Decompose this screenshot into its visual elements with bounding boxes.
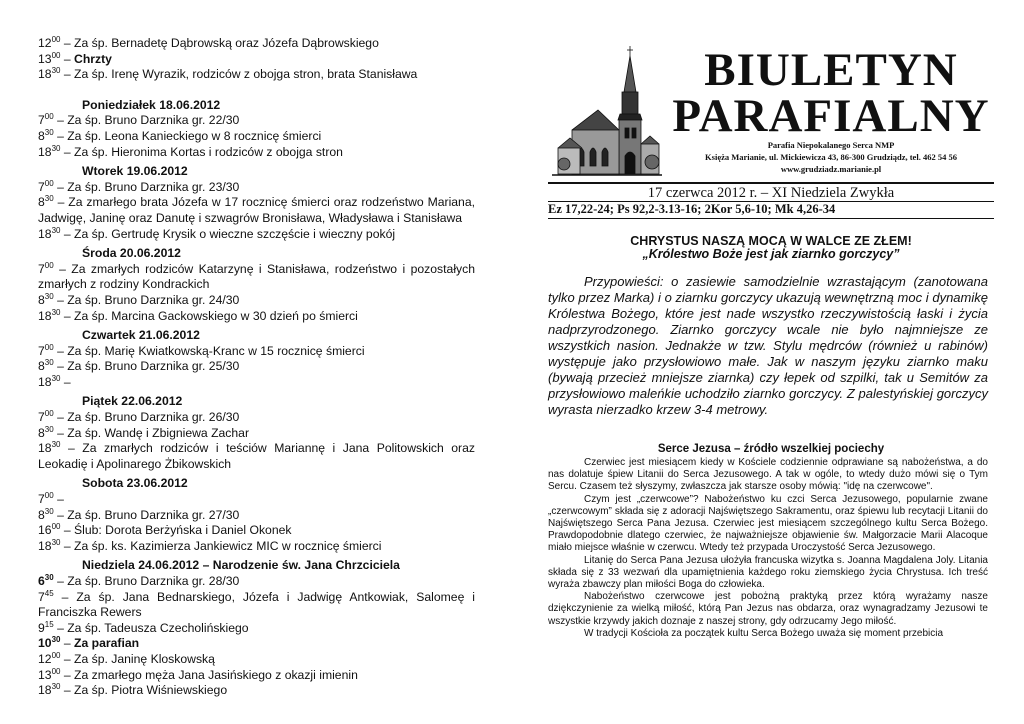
mass-time: $7^{00}$ <box>38 409 54 425</box>
mass-intention <box>38 180 475 196</box>
intention-text: – <box>60 51 75 66</box>
intention-text: – Za śp. Bruno Darznika gr. 27/30 <box>53 507 240 522</box>
mass-time: $8^{30}$ <box>38 506 54 522</box>
schedule-day-heading: Niedziela 24.06.2012 – Narodzenie św. Jana Chrzciciela <box>82 558 400 573</box>
mass-time: $8^{30}$ <box>38 358 54 374</box>
intention-emphasis: Chrzty <box>74 51 112 66</box>
mass-intention <box>38 129 475 145</box>
article-paragraph: Nabożeństwo czerwcowe jest pobożną praktyką przez którą wyrażamy nasze dziękczynienie za wielką miłość, którą Pan Jezus nas obdarza, oraz wynagradzamy Jezusowi te wszystkie krzywdy jakich doznaje z naszej strony, gdy odrzucamy Jego miłość. <box>548 591 988 627</box>
article-paragraph: W tradycji Kościoła za początek kultu Serca Bożego uważa się moment przebicia <box>584 627 944 639</box>
mass-time: $18^{30}$ <box>38 682 61 698</box>
intention-text: – <box>60 374 71 389</box>
mass-time: $18^{30}$ <box>38 373 61 389</box>
mass-intention <box>38 652 475 668</box>
mass-time: $7^{45}$ <box>38 588 54 604</box>
mass-intention <box>38 36 475 52</box>
mass-time: $7^{00}$ <box>38 178 54 194</box>
mass-time: $18^{30}$ <box>38 143 61 159</box>
intention-emphasis: Za parafian <box>74 636 140 651</box>
mass-intention <box>38 52 475 68</box>
mass-time: $8^{30}$ <box>38 127 54 143</box>
intention-text: – Za zmarłych rodziców i teściów Mariannę i Jana Politowskich oraz Leokadię i Apolinarego Żbikowskich <box>38 441 475 471</box>
mass-intention <box>38 668 475 684</box>
mass-intention <box>38 227 475 243</box>
mass-time: $10^{30}$ <box>38 635 61 651</box>
bulletin-front <box>548 36 994 639</box>
mass-intention <box>38 375 475 391</box>
mass-intention <box>38 621 475 637</box>
intention-text: – Za zmarłego brata Józefa w 17 rocznicę śmierci oraz rodzeństwo Mariana, Jadwigę, Janinę oraz Danutę i szwagrów Bronisława, Władysława i Stanisława <box>38 195 475 225</box>
schedule-day-heading: Czwartek 21.06.2012 <box>82 328 200 343</box>
mass-intention <box>38 441 475 472</box>
intention-text: – <box>60 636 75 651</box>
parish-website: www.grudziadz.marianie.pl <box>780 164 882 174</box>
intention-text: – Za śp. Jana Bednarskiego, Józefa i Jadwigę Antkowiak, Salomeę i Franciszka Rewers <box>38 589 475 620</box>
mass-intention <box>38 410 475 426</box>
schedule-day-heading: Poniedziałek 18.06.2012 <box>82 97 221 112</box>
intention-text: – Za śp. Bruno Darznika gr. 25/30 <box>53 359 240 374</box>
intention-text: – Za śp. Bernadetę Dąbrowską oraz Józefa Dąbrowskiego <box>60 36 379 50</box>
mass-time: $18^{30}$ <box>38 225 61 241</box>
intention-text: – Za śp. Leona Kanieckiego w 8 rocznicę śmierci <box>53 128 322 143</box>
intention-text: – Za śp. Marię Kwiatkowską-Kranc w 15 rocznicę śmierci <box>53 343 365 358</box>
intention-text: – Za śp. Bruno Darznika gr. 26/30 <box>53 410 240 425</box>
parish-name: Parafia Niepokalanego Serca NMP <box>767 140 895 150</box>
mass-intention <box>38 590 475 621</box>
title-line-2: PARAFIALNY <box>672 90 990 142</box>
mass-intention <box>38 344 475 360</box>
schedule-day-heading: Piątek 22.06.2012 <box>82 394 183 409</box>
intention-text: – Za śp. Irenę Wyrazik, rodziców z obojga stron, brata Stanisława <box>60 67 418 82</box>
masthead <box>548 36 994 180</box>
schedule-spacer <box>38 83 475 94</box>
article-paragraph: Czerwiec jest miesiącem kiedy w Kościele codziennie odprawiane są nabożeństwa, a do nas dolatuje śpiew Litanii do Serca Jezusowego. A tak w ogóle, to wtedy dużo mówi się o Tym Sercu. Czasem też słyszymy, zwłaszcza jak starsze osoby mówią: "idę na czerwcowe". <box>548 457 988 493</box>
mass-time: $8^{30}$ <box>38 291 54 307</box>
intention-text: – Za śp. Tadeusza Czecholińskiego <box>53 620 249 635</box>
mass-intention <box>38 508 475 524</box>
title-line-1: BIULETYN <box>704 44 958 96</box>
mass-time: $7^{00}$ <box>38 491 54 507</box>
intention-text: – Za śp. Bruno Darznika gr. 28/30 <box>53 574 240 588</box>
mass-intention <box>38 426 475 442</box>
schedule-day-heading: Sobota 23.06.2012 <box>82 476 188 491</box>
mass-intention <box>38 636 475 652</box>
mass-intention <box>38 195 475 226</box>
date-line: 17 czerwca 2012 r. – XI Niedziela Zwykła <box>647 185 895 201</box>
mass-time: $7^{00}$ <box>38 342 54 358</box>
mass-time: $13^{00}$ <box>38 666 61 682</box>
mass-intention <box>38 293 475 309</box>
intention-text: – Za śp. Hieronima Kortas i rodziców z obojga stron <box>60 144 343 159</box>
article-body <box>548 457 988 640</box>
mass-time: $8^{30}$ <box>38 424 54 440</box>
intention-text: – Za śp. Bruno Darznika gr. 22/30 <box>53 113 240 128</box>
mass-time: $13^{00}$ <box>38 50 61 66</box>
intention-text: – Za śp. Janinę Kloskowską <box>60 651 215 666</box>
mass-time: $7^{00}$ <box>38 112 54 128</box>
intention-text: – <box>53 492 64 507</box>
mass-intention <box>38 113 475 129</box>
mass-intention <box>38 145 475 161</box>
mass-time: $7^{00}$ <box>38 260 54 276</box>
article-paragraph: Litanię do Serca Pana Jezusa ułożyła francuska wizytka s. Joanna Magdalena Joly. Litania składa się z 33 wezwań dla upamiętnienia każdego roku ziemskiego życia Chrystusa. Ich treść wyraża zbawczy plan miłości Boga do człowieka. <box>548 554 988 591</box>
schedule-day-heading: Wtorek 19.06.2012 <box>82 164 188 179</box>
mass-time: $18^{30}$ <box>38 537 61 553</box>
mass-intention <box>38 262 475 293</box>
mass-schedule <box>38 36 475 699</box>
intention-text: – Za śp. Gertrudę Krysik o wieczne szczęście i wieczny pokój <box>60 226 396 241</box>
headline: CHRYSTUS NASZĄ MOCĄ W WALCE ZE ZŁEM! <box>630 234 912 248</box>
mass-time: $18^{30}$ <box>38 307 61 323</box>
intention-text: – Za śp. Piotra Wiśniewskiego <box>60 683 228 698</box>
intention-text: – Za zmarłego męża Jana Jasińskiego z okazji imienin <box>60 667 358 682</box>
mass-intention <box>38 523 475 539</box>
mass-time: $6^{30}$ <box>38 573 54 588</box>
intro-paragraph: Przypowieści: o zasiewie samodzielnie wzrastającym (zanotowana tylko przez Marka) i o ziarnku gorczycy ukazują wewnętrzną moc i dynamikę Królestwa Bożego, które jest nade wszystko rzeczywistością łaski i życia nadprzyrodzonego. Ziarnko gorczycy wcale nie było najmniejsze ze wszystkich nasion. Jednakże w tzw. Stylu mędrców (również u rabinów) występuje jako przysłowiowo małe. Jak w naszym języku ziarnko maku (bywają przecież mniejsze ziarnka) czy łepek od szpilki, tak u Semitów za przysłowiowo maleńkie uchodziło ziarnko gorczycy. Z palestyńskiej gorczycy wyrasta nierzadko krzew 3-4 metrowy. <box>548 274 988 417</box>
intention-text: – Za śp. Wandę i Zbigniewa Zachar <box>53 425 250 440</box>
mass-intention <box>38 309 475 325</box>
readings: Ez 17,22-24; Ps 92,2-3.13-16; 2Kor 5,6-10; Mk 4,26-34 <box>548 202 836 216</box>
mass-time: $8^{30}$ <box>38 194 54 210</box>
article-paragraph: Czym jest „czerwcowe”? Nabożeństwo ku czci Serca Jezusowego, popularnie zwane „czerwcowym” składa się z adoracji Najświętszego Sakramentu, oraz śpiewu lub recytacji Litanii do Najświętszego Serca Pana Jezusa. Czerwiec jest miesiącem szczególnego kultu Serca Bożego. Prawdopodobnie dlatego czerwiec, że najważniejsze objawienie św. Małgorzacie Marii Alacoque miało miejsce właśnie w czerwcu. Wtedy też przypada Uroczystość Serca Jezusowego. <box>548 493 988 554</box>
section-title: Serce Jezusa – źródło wszelkiej pociechy <box>657 443 885 455</box>
intention-text: – Za śp. Bruno Darznika gr. 24/30 <box>53 292 240 307</box>
intention-text: – Za zmarłych rodziców Katarzynę i Stanisława, rodzeństwo i pozostałych zmarłych z rodziny Kondrackich <box>38 261 475 292</box>
mass-intention <box>38 359 475 375</box>
readings-divider <box>548 218 994 219</box>
intention-text: – Za śp. ks. Kazimierza Jankiewicz MIC w rocznicę śmierci <box>60 538 382 553</box>
subheadline: „Królestwo Boże jest jak ziarnko gorczycy” <box>642 247 900 261</box>
church-drawing <box>552 44 662 179</box>
mass-intention <box>38 574 475 590</box>
mass-intention <box>38 492 475 508</box>
mass-time: $18^{30}$ <box>38 440 61 456</box>
mass-time: $9^{15}$ <box>38 619 54 635</box>
intention-text: – Ślub: Dorota Berżyńska i Daniel Okonek <box>60 523 292 538</box>
intention-text: – Za śp. Bruno Darznika gr. 23/30 <box>53 179 240 194</box>
schedule-day-heading: Środa 20.06.2012 <box>82 246 181 261</box>
intention-text: – Za śp. Marcina Gackowskiego w 30 dzień po śmierci <box>60 308 358 323</box>
mass-intention <box>38 683 475 699</box>
mass-time: $12^{00}$ <box>38 35 61 50</box>
mass-time: $18^{30}$ <box>38 66 61 82</box>
parish-address: Księża Marianie, ul. Mickiewicza 43, 86-300 Grudziądz, tel. 462 54 56 <box>705 152 957 162</box>
mass-intention <box>38 539 475 555</box>
mass-time: $16^{00}$ <box>38 522 61 538</box>
mass-intention <box>38 67 475 83</box>
mass-time: $12^{00}$ <box>38 650 61 666</box>
